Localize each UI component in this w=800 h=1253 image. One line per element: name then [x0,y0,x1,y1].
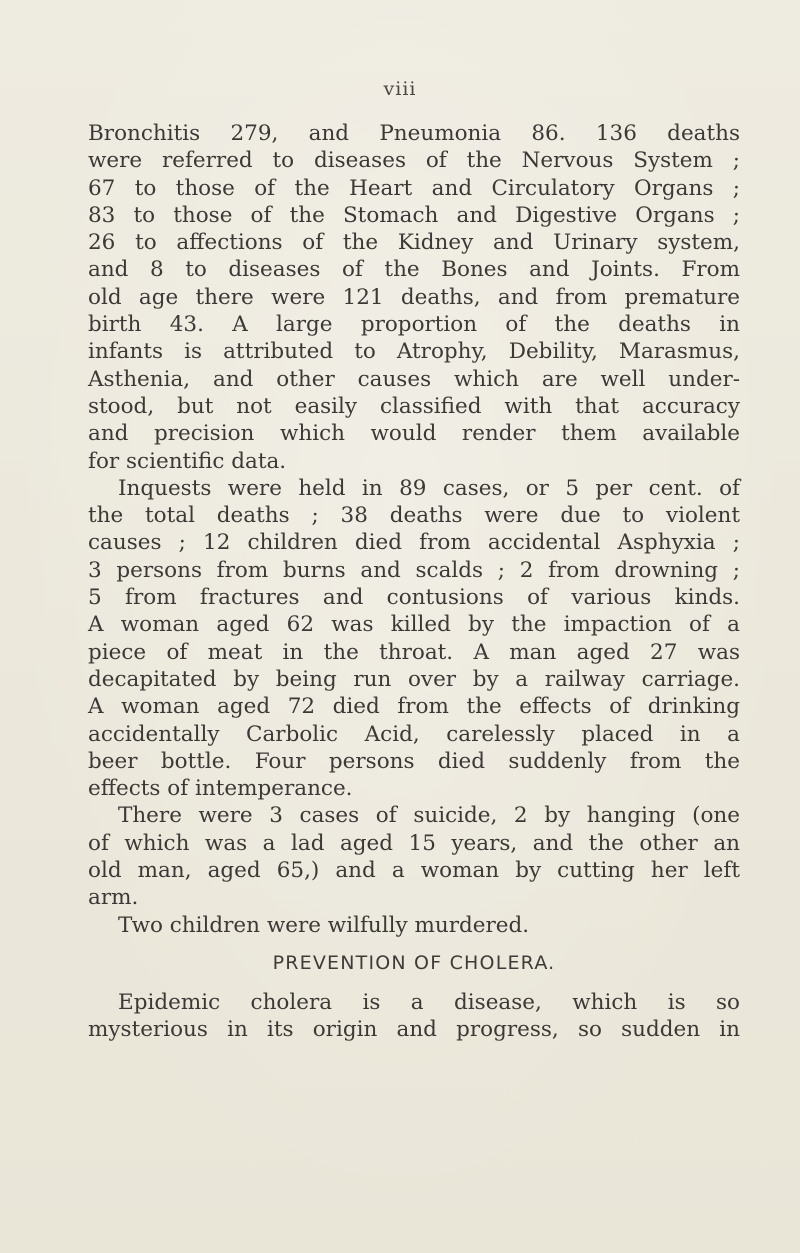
text-line: A woman aged 72 died from the effects of drinking [88,694,740,720]
text-line: piece of meat in the throat. A man aged 27 was [88,639,740,665]
text-line: beer bottle. Four persons died suddenly from the [88,748,740,774]
text-line: for scientific data. [88,448,287,474]
text-line: infants is attributed to Atrophy, Debility, Marasmus, [88,339,740,365]
paragraph-suicide [88,802,740,911]
text-line: decapitated by being run over by a railway carriage. [88,666,740,692]
text-line: old man, aged 65,) and a woman by cutting her left [88,858,740,884]
text-line: 5 from fractures and contusions of various kinds. [88,585,740,611]
paragraph-death-causes [88,120,740,475]
text-line: stood, but not easily classified with that accuracy [88,393,740,419]
section-heading: PREVENTION OF CHOLERA. [272,951,556,974]
text-line: old age there were 121 deaths, and from premature [88,284,740,310]
text-line: mysterious in its origin and progress, so sudden in [88,1017,740,1043]
text-line: There were 3 cases of suicide, 2 by hanging (one [118,803,740,829]
text-line: Asthenia, and other causes which are well under- [88,366,740,392]
text-line: and 8 to diseases of the Bones and Joints. From [88,257,740,283]
text-line: arm. [88,885,139,911]
text-line: Inquests were held in 89 cases, or 5 per cent. of [118,475,740,501]
paragraph-cholera [88,989,740,1044]
text-line: 83 to those of the Stomach and Digestive Organs ; [88,202,740,228]
text-line: accidentally Carbolic Acid, carelessly placed in a [88,721,740,747]
text-line: Epidemic cholera is a disease, which is so [118,989,740,1015]
text-line: were referred to diseases of the Nervous System ; [88,148,740,174]
text-line: of which was a lad aged 15 years, and the other an [88,830,740,856]
paragraph-inquests [88,475,740,803]
text-line: and precision which would render them available [88,421,740,447]
text-line: 26 to affections of the Kidney and Urinary system, [88,230,740,256]
paragraph-murder [88,912,740,939]
text-line: A woman aged 62 was killed by the impaction of a [88,612,740,638]
body-text [88,120,740,1044]
text-line: 67 to those of the Heart and Circulatory Organs ; [88,175,740,201]
text-line: the total deaths ; 38 deaths were due to violent [88,503,740,529]
text-line: effects of intemperance. [88,776,353,802]
text-line: 3 persons from burns and scalds ; 2 from drowning ; [88,557,740,583]
text-line: birth 43. A large proportion of the deaths in [88,312,740,338]
page-number: viii [383,78,417,100]
text-line: Two children were wilfully murdered. [118,912,530,938]
text-line: causes ; 12 children died from accidental Asphyxia ; [88,530,740,556]
text-line: Bronchitis 279, and Pneumonia 86. 136 deaths [88,121,740,146]
